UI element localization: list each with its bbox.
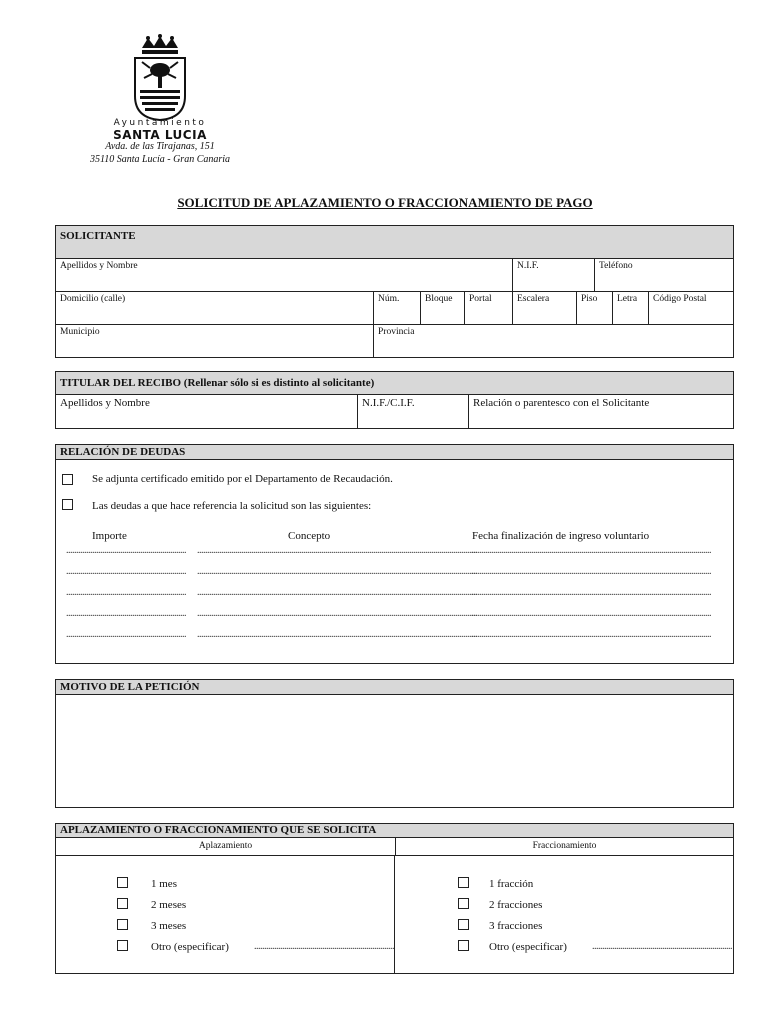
field-titular-nif[interactable]: N.I.F./C.I.F. — [358, 395, 469, 428]
aplazamiento-other-entry-line[interactable]: ...................................................................... — [254, 941, 394, 952]
fraccionamiento-other-entry-line[interactable]: ...................................................................... — [592, 941, 732, 952]
field-bloque[interactable]: Bloque — [421, 292, 465, 324]
aplazamiento-option-label: 3 meses — [151, 920, 187, 932]
fraccionamiento-option-checkbox[interactable] — [458, 898, 469, 909]
page-title: SOLICITUD DE APLAZAMIENTO O FRACCIONAMIENTO DE PAGO — [177, 195, 593, 210]
field-escalera[interactable]: Escalera — [513, 292, 577, 324]
fraccionamiento-column-header: Fraccionamiento — [532, 841, 597, 851]
fraccionamiento-option-checkbox[interactable] — [458, 940, 469, 951]
importe-entry-line[interactable]: ............................................................ — [66, 629, 186, 640]
field-municipio[interactable]: Municipio — [56, 325, 374, 357]
certificado-checkbox[interactable] — [62, 474, 73, 485]
importe-entry-line[interactable]: ............................................................ — [66, 587, 186, 598]
aplazamiento-option-label: 2 meses — [151, 899, 187, 911]
fecha-entry-line[interactable]: ........................................................................................................................ — [471, 608, 711, 619]
field-portal[interactable]: Portal — [465, 292, 513, 324]
santa-lucia-coat-of-arms-logo — [132, 34, 188, 122]
fecha-entry-line[interactable]: ........................................................................................................................ — [471, 566, 711, 577]
fraccionamiento-option-label: 2 fracciones — [489, 899, 543, 911]
fraccionamiento-option-label: 3 fracciones — [489, 920, 543, 932]
aplazamiento-option-checkbox[interactable] — [117, 877, 128, 888]
solicitante-row-3 — [56, 325, 733, 357]
aplazamiento-heading: APLAZAMIENTO O FRACCIONAMIENTO QUE SE SOLICITA — [56, 824, 733, 838]
concepto-entry-line[interactable]: ............................................................................................................................................ — [197, 545, 477, 556]
aplazamiento-columns — [56, 838, 733, 856]
concepto-entry-line[interactable]: ............................................................................................................................................ — [197, 566, 477, 577]
concepto-entry-line[interactable]: ............................................................................................................................................ — [197, 629, 477, 640]
field-titular-nombre[interactable]: Apellidos y Nombre — [56, 395, 358, 428]
importe-entry-line[interactable]: ............................................................ — [66, 608, 186, 619]
concepto-entry-line[interactable]: ............................................................................................................................................ — [197, 608, 477, 619]
fraccionamiento-option-checkbox[interactable] — [458, 919, 469, 930]
motivo-text-area[interactable] — [56, 695, 733, 807]
field-letra[interactable]: Letra — [613, 292, 649, 324]
address-line-1: Avda. de las Tirajanas, 151 — [105, 141, 215, 152]
field-provincia[interactable]: Provincia — [378, 327, 415, 337]
motivo-section — [55, 679, 734, 808]
solicitante-row-1 — [56, 259, 733, 292]
deudas-list-checkbox[interactable] — [62, 499, 73, 510]
fraccionamiento-option-label: 1 fracción — [489, 878, 534, 890]
field-telefono[interactable]: Teléfono — [599, 261, 633, 271]
titular-heading: TITULAR DEL RECIBO (Rellenar sólo si es distinto al solicitante) — [56, 372, 733, 395]
aplazamiento-column-header: Aplazamiento — [56, 838, 396, 855]
solicitante-heading: SOLICITANTE — [56, 226, 733, 259]
solicitante-section — [55, 225, 734, 358]
field-titular-relacion[interactable]: Relación o parentesco con el Solicitante — [473, 397, 650, 409]
field-apellidos-nombre[interactable]: Apellidos y Nombre — [56, 259, 513, 291]
concepto-entry-line[interactable]: ............................................................................................................................................ — [197, 587, 477, 598]
field-num[interactable]: Núm. — [374, 292, 421, 324]
importe-entry-line[interactable]: ............................................................ — [66, 545, 186, 556]
titular-section — [55, 371, 734, 429]
certificado-label: Se adjunta certificado emitido por el Departamento de Recaudación. — [92, 473, 393, 485]
fecha-entry-line[interactable]: ........................................................................................................................ — [471, 545, 711, 556]
deudas-list-label: Las deudas a que hace referencia la solicitud son las siguientes: — [92, 500, 372, 512]
aplazamiento-option-checkbox[interactable] — [117, 919, 128, 930]
fecha-entry-line[interactable]: ........................................................................................................................ — [471, 629, 711, 640]
field-nif[interactable]: N.I.F. — [513, 259, 595, 291]
fecha-column-header: Fecha finalización de ingreso voluntario — [472, 530, 650, 542]
fraccionamiento-option-checkbox[interactable] — [458, 877, 469, 888]
address-line-2: 35110 Santa Lucía - Gran Canaria — [89, 154, 231, 165]
aplazamiento-option-label: Otro (especificar) — [151, 941, 229, 953]
importe-column-header: Importe — [92, 530, 127, 542]
deudas-heading: RELACIÓN DE DEUDAS — [56, 445, 733, 460]
town-name: SANTA LUCIA — [113, 128, 207, 142]
solicitante-row-2 — [56, 292, 733, 325]
column-divider — [394, 855, 395, 973]
fraccionamiento-option-label: Otro (especificar) — [489, 941, 567, 953]
fecha-entry-line[interactable]: ........................................................................................................................ — [471, 587, 711, 598]
importe-entry-line[interactable]: ............................................................ — [66, 566, 186, 577]
aplazamiento-option-checkbox[interactable] — [117, 898, 128, 909]
ayuntamiento-label: Ayuntamiento — [113, 118, 207, 128]
titular-row — [56, 395, 733, 428]
field-piso[interactable]: Piso — [577, 292, 613, 324]
field-domicilio[interactable]: Domicilio (calle) — [56, 292, 374, 324]
aplazamiento-option-label: 1 mes — [151, 878, 177, 890]
concepto-column-header: Concepto — [288, 530, 331, 542]
aplazamiento-option-checkbox[interactable] — [117, 940, 128, 951]
field-codigo-postal[interactable]: Código Postal — [653, 294, 707, 304]
motivo-heading: MOTIVO DE LA PETICIÓN — [56, 680, 733, 695]
